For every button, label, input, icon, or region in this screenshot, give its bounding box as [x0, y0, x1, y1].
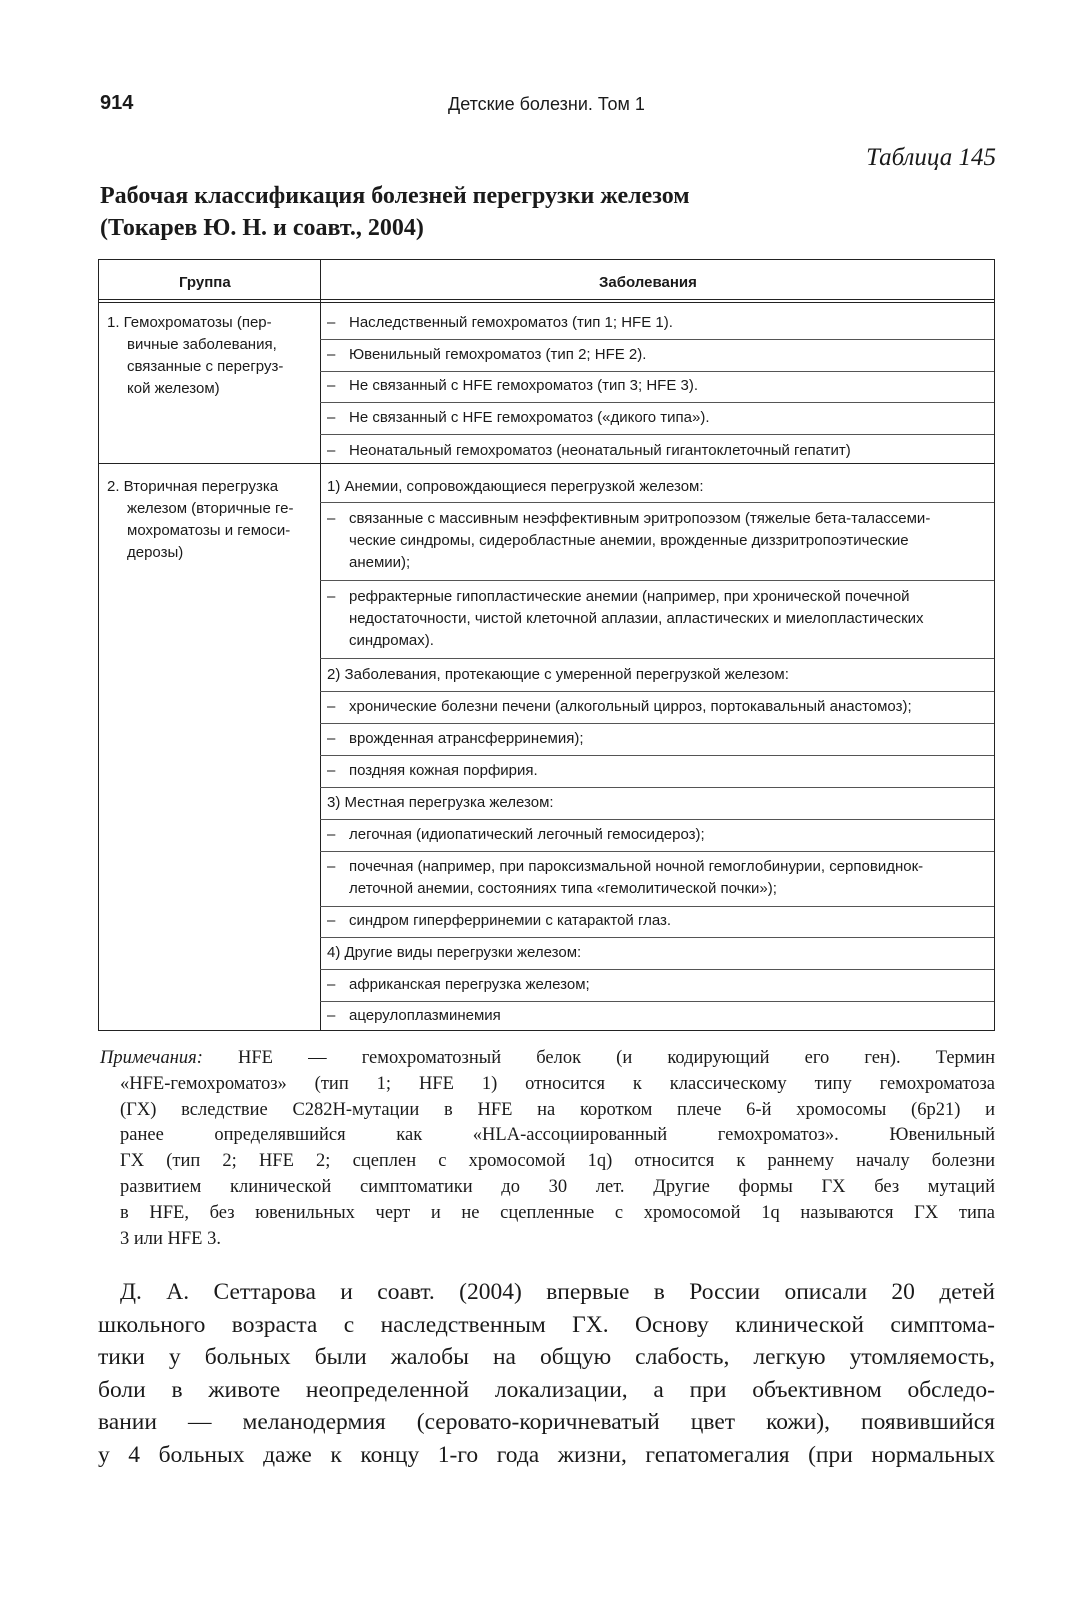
row-divider [99, 463, 994, 464]
table-number: Таблица 145 [866, 144, 996, 171]
group-line: 1. Гемохроматозы (пер- [107, 314, 272, 331]
entry-divider [320, 402, 994, 403]
entry-divider [320, 434, 994, 435]
entry-line: ческие синдромы, сидеробластные анемии, врожденные диззритропоэтические [349, 532, 909, 549]
entry-line: леточной анемии, состояниях типа «гемолитической почки»); [349, 880, 777, 897]
entry-line: анемии); [349, 554, 411, 571]
notes-text: HFE — гемохроматозный белок (и кодирующий его ген). Термин [238, 1048, 996, 1068]
entry-divider [320, 371, 994, 372]
group-line: 2. Вторичная перегрузка [107, 478, 279, 495]
body-line: тики у больных были жалобы на общую слабость, легкую утомляемость, [98, 1344, 995, 1370]
entry-divider [320, 502, 994, 503]
group-cell-secondary [107, 476, 313, 564]
body-line: у 4 больных даже к концу 1-го года жизни, гепатомегалия (при нормальных [98, 1441, 995, 1468]
entry-divider [320, 906, 994, 907]
entry-line: Не связанный с HFE гемохроматоз («дикого типа»). [349, 409, 710, 426]
entry-line: 1) Анемии, сопровождающиеся перегрузкой железом: [327, 478, 704, 495]
page-header [100, 92, 1000, 122]
group-line: железом (вторичные ге- [127, 500, 294, 517]
group-line: мохроматозы и гемоси- [127, 522, 291, 539]
notes-line: 3 или HFE 3. [120, 1228, 221, 1249]
group-cell-primary [107, 312, 313, 400]
notes-line: развитием клинической симптоматики до 30 лет. Другие формы ГХ без мутаций [120, 1176, 995, 1197]
entry-line: поздняя кожная порфирия. [349, 762, 538, 779]
entry-line: рефрактерные гипопластические анемии (например, при хронической почечной [349, 588, 910, 605]
entry-line: африканская перегрузка железом; [349, 976, 590, 993]
entry-line: связанные с массивным неэффективным эритропоэзом (тяжелые бета-талассеми- [349, 510, 931, 527]
column-header-diseases: Заболевания [599, 274, 697, 291]
entry-line: легочная (идиопатический легочный гемосидероз); [349, 826, 705, 843]
entry-divider [320, 723, 994, 724]
entry-line: синдромах). [349, 632, 434, 649]
notes-label: Примечания: [100, 1048, 203, 1068]
disease-list-secondary: 1) Анемии, сопровождающиеся перегрузкой железом: – связанные с массивным неэффективным эритропоэзом (тяжелые бета-талассеми- ческие синдромы, сидеробластные анемии, врожденные диззритропоэтические анемии); – рефрактерные гипопластические анемии (например, при хронической почечной недостаточности, чистой клеточной аплазии, апластических и миелопластических синдромах). 2) Заболевания, протекающие с умеренной перегрузкой железом: – хронические болезни печени (алкогольный цирроз, портокавальный анастомоз); – врожденная атрансферринемия); – поздняя кожная порфирия. 3) Местная перегрузка железом: – легочная (идиопатический легочный гемосидероз); – почечная (например, при пароксизмальной ночной гемоглобинурии, серповиднок- леточной анемии, состояниях типа «гемолитической почки»); – синдром гиперферринемии с катарактой глаз. 4) Другие виды перегрузки железом: – африканская перегрузка железом; – ацерулоплазминемия [327, 476, 982, 1026]
body-line: вании — меланодермия (серовато-коричневатый цвет кожи), появившийся [98, 1409, 995, 1435]
entry-line: хронические болезни печени (алкогольный цирроз, портокавальный анастомоз); [349, 698, 912, 715]
body-line: Д. А. Сеттарова и соавт. (2004) впервые в России описали 20 детей [120, 1279, 995, 1305]
entry-divider [320, 787, 994, 788]
entry-divider [320, 580, 994, 581]
entry-divider [320, 1001, 994, 1002]
page-number: 914 [100, 92, 134, 114]
group-line: вичные заболевания, [127, 336, 277, 353]
notes-line: в HFE, без ювенильных черт и не сцепленные с хромосомой 1q называются ГХ типа [120, 1202, 995, 1223]
table-title [100, 180, 960, 244]
header-divider [99, 299, 994, 300]
entry-line: 2) Заболевания, протекающие с умеренной перегрузкой железом: [327, 666, 789, 683]
column-header-group: Группа [179, 274, 231, 291]
entry-line: Неонатальный гемохроматоз (неонатальный гигантоклеточный гепатит) [349, 442, 851, 459]
entry-divider [320, 969, 994, 970]
classification-table [98, 259, 995, 1031]
entry-divider [320, 819, 994, 820]
table-title-line: Рабочая классификация болезней перегрузки железом [100, 183, 690, 209]
notes-line: «HFE-гемохроматоз» (тип 1; HFE 1) относится к классическому типу гемохроматоза [120, 1073, 995, 1094]
disease-list-primary: – Наследственный гемохроматоз (тип 1; HFE 1). – Ювенильный гемохроматоз (тип 2; HFE 2). – Не связанный с HFE гемохроматоз (тип 3; HFE 3). – Не связанный с HFE гемохроматоз («дикого типа»). – Неонатальный гемохроматоз (неонатальный гигантоклеточный гепатит) [327, 312, 982, 464]
notes-line: ГХ (тип 2; HFE 2; сцеплен с хромосомой 1q) относится к раннему началу болезни [120, 1151, 995, 1172]
entry-line: ацерулоплазминемия [349, 1007, 501, 1024]
column-divider [320, 260, 321, 1030]
entry-divider [320, 755, 994, 756]
entry-divider [320, 339, 994, 340]
table-notes [100, 1046, 995, 1252]
entry-divider [320, 691, 994, 692]
entry-line: Ювенильный гемохроматоз (тип 2; HFE 2). [349, 346, 647, 363]
entry-line: 3) Местная перегрузка железом: [327, 794, 554, 811]
entry-line: Наследственный гемохроматоз (тип 1; HFE 1). [349, 314, 673, 331]
entry-divider [320, 658, 994, 659]
entry-divider [320, 937, 994, 938]
entry-divider [320, 851, 994, 852]
running-title: Детские болезни. Том 1 [448, 94, 645, 114]
body-line: боли в животе неопределенной локализации, а при объективном обследо- [98, 1376, 995, 1403]
notes-first-line [100, 1046, 995, 1072]
entry-line: 4) Другие виды перегрузки железом: [327, 944, 582, 961]
table-title-line: (Токарев Ю. Н. и соавт., 2004) [100, 215, 424, 241]
body-line: школьного возраста с наследственным ГХ. Основу клинической симптома- [98, 1311, 995, 1338]
entry-line: врожденная атрансферринемия); [349, 730, 584, 747]
entry-line: Не связанный с HFE гемохроматоз (тип 3; HFE 3). [349, 377, 698, 394]
group-line: дерозы) [127, 544, 184, 561]
group-line: связанные с перегруз- [127, 358, 284, 375]
notes-line: (ГХ) вследствие C282H-мутации в HFE на коротком плече 6-й хромосомы (6р21) и [120, 1099, 995, 1120]
entry-line: почечная (например, при пароксизмальной ночной гемоглобинурии, серповиднок- [349, 858, 924, 875]
body-paragraph [98, 1276, 995, 1471]
entry-line: недостаточности, чистой клеточной аплазии, апластических и миелопластических [349, 610, 924, 627]
header-divider [99, 302, 994, 303]
notes-line: ранее определявшийся как «HLA-ассоциированный гемохроматоз». Ювенильный [120, 1125, 995, 1146]
entry-line: синдром гиперферринемии с катарактой глаз. [349, 912, 672, 929]
group-line: кой железом) [127, 380, 220, 397]
